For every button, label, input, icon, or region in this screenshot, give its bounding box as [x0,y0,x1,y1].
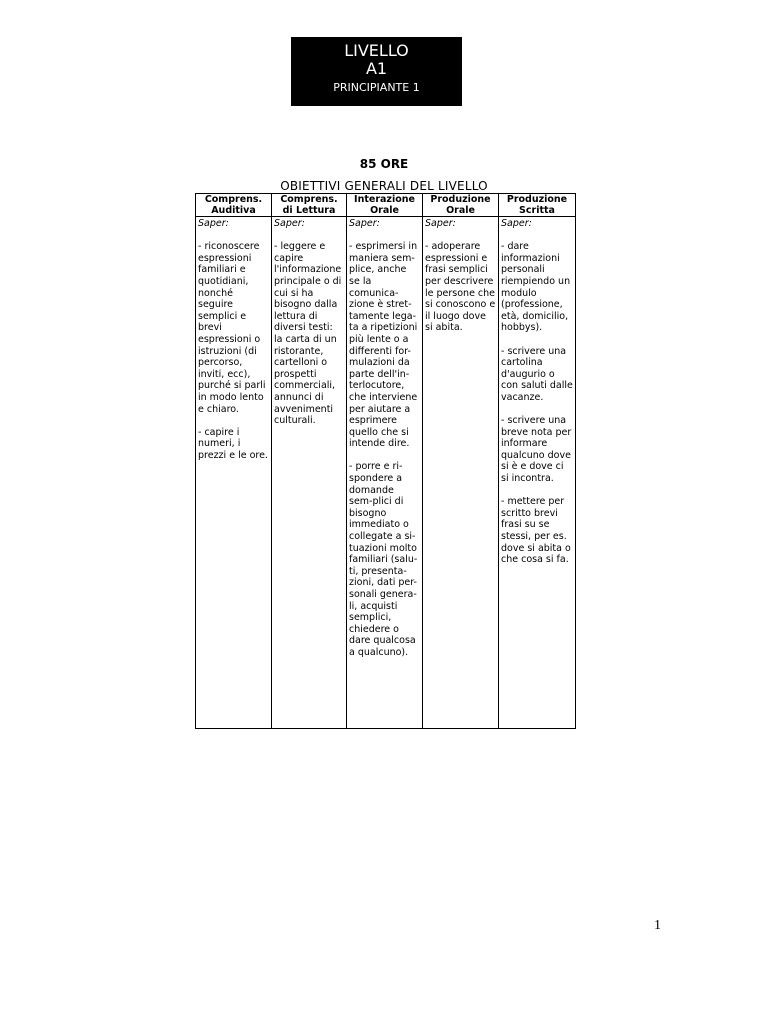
table-cell-comprensione-lettura [272,217,347,729]
page-number: 1 [654,918,661,933]
objective-paragraph: - leggere e capire l'informazione principale o di cui si ha bisogno dalla lettura di diversi testi: la carta di un ristorante, cartelloni o prospetti commerciali, annunci di avvenimenti culturali. [274,241,342,427]
column-header-line: Orale [370,205,399,216]
column-header-line: Auditiva [211,205,256,216]
table-cell-produzione-orale [423,217,499,729]
table-cell-comprensione-auditiva [196,217,272,729]
column-header-line: Orale [446,205,475,216]
column-header-produzione-orale [423,194,499,217]
column-header-interazione-orale [347,194,423,217]
objective-paragraph: - scrivere una cartolina d'augurio o con saluti dalle vacanze. [501,345,573,403]
hours-heading: 85 ORE [359,157,409,171]
objective-paragraph: - adoperare espressioni e frasi semplici per descrivere le persone che si conoscono e il luogo dove si abita. [425,241,496,334]
objective-paragraph: - porre e ri-spondere a domande sem-plici di bisogno immediato o collegate a si-tuazioni molto familiari (salu-ti, presenta-zioni, dati per-sonali genera-li, acquisti semplici, chiedere o dare qualcosa a qualcuno). [349,461,418,658]
column-header-produzione-scritta [499,194,576,217]
column-header-line: di Lettura [282,205,336,216]
objective-paragraph: - mettere per scritto brevi frasi su se stessi, per es. dove si abita o che cosa si fa. [501,496,571,566]
objective-paragraph: - riconoscere espressioni familiari e quotidiani, nonché seguire semplici e brevi espressioni o istruzioni (di percorso, inviti, ecc), purché si parli in modo lento e chiaro. [198,241,266,415]
table-header-row [196,194,576,217]
objectives-table [195,193,576,729]
objective-paragraph: - dare informazioni personali riempiendo un modulo (professione, età, domicilio, hobbys). [501,241,571,334]
saper-label: Saper: [425,218,456,229]
column-header-line: Interazione [354,194,415,205]
column-header-line: Scritta [519,205,555,216]
column-header-line: Comprens. [280,194,338,205]
objective-paragraph: - capire i numeri, i prezzi e le ore. [198,426,268,461]
column-header-comprensione-auditiva [196,194,272,217]
table-cell-interazione-orale [347,217,423,729]
level-title-box [291,37,462,106]
level-subtitle: PRINCIPIANTE 1 [333,81,420,94]
table-row [196,217,576,729]
column-header-line: Produzione [430,194,491,205]
saper-label: Saper: [198,218,229,229]
table-cell-produzione-scritta [499,217,576,729]
saper-label: Saper: [274,218,305,229]
saper-label: Saper: [501,218,532,229]
column-header-line: Comprens. [204,194,263,205]
objective-paragraph: - scrivere una breve nota per informare qualcuno dove si è e dove ci si incontra. [501,415,572,485]
level-title: LIVELLO [344,41,409,60]
saper-label: Saper: [349,218,380,229]
objective-paragraph: - esprimersi in maniera sem-plice, anche se la comunica-zione è stret-tamente lega-ta a ripetizioni più lente o a differenti for-mulazioni da parte dell'in-terlocutore, che interviene per aiutare a esprimere quello che si intende dire. [349,241,418,450]
column-header-comprensione-lettura [272,194,347,217]
objectives-heading: OBIETTIVI GENERALI DEL LIVELLO [280,179,488,193]
level-code: A1 [365,59,388,78]
column-header-line: Produzione [506,194,568,205]
